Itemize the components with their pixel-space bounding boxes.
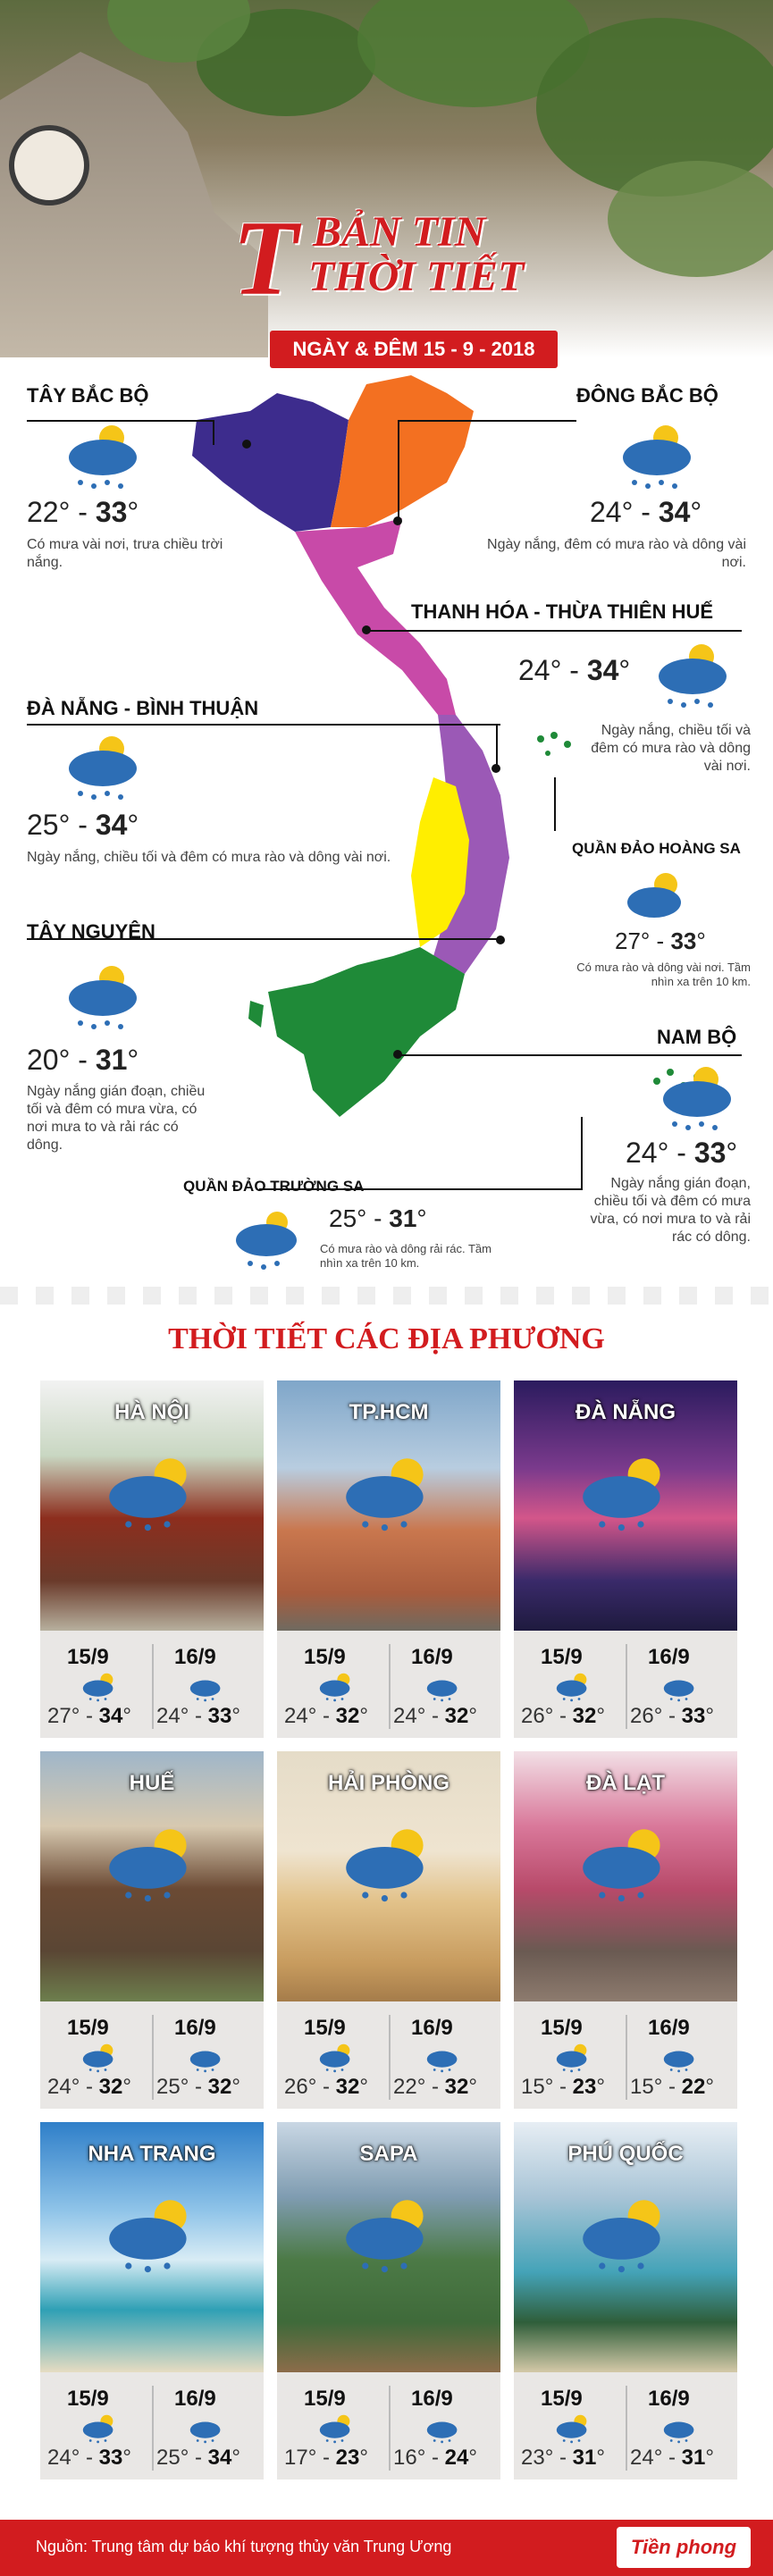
weather-cloud-icon (661, 2412, 699, 2444)
sun-cloud-icon (626, 868, 688, 922)
day-weather-icon (661, 2412, 699, 2448)
city-card (40, 1380, 264, 1738)
brand-logo: Tiền phong (617, 2527, 751, 2568)
weather-cloud-icon (317, 2412, 355, 2444)
temp-range: 25° - 31° (329, 1204, 427, 1232)
day-label: 16/9 (174, 2387, 216, 2411)
day-temp: 22° - 32° (393, 2075, 477, 2099)
day-weather-icon (317, 1671, 355, 1707)
weather-cloud-icon (340, 2194, 436, 2274)
temp-range: 24° - 34° (518, 654, 631, 686)
day-weather-icon (424, 2412, 462, 2448)
day-temp: 24° - 33° (156, 1704, 240, 1728)
city-name: HUẾ (129, 1771, 175, 1795)
section-divider (0, 1287, 773, 1305)
day-temp: 17° - 23° (284, 2446, 368, 2470)
day-label: 15/9 (304, 1645, 346, 1669)
rain-cloud-icon (63, 961, 143, 1036)
day-temp: 25° - 34° (156, 2446, 240, 2470)
weather-cloud-icon (103, 1823, 199, 1903)
weather-cloud-icon (317, 2042, 355, 2073)
map-region-tay-bac (192, 393, 349, 532)
rain-cloud-icon (232, 1206, 304, 1273)
day-weather-icon (80, 1671, 118, 1707)
day-separator (626, 2015, 627, 2100)
day-weather-icon (661, 1671, 699, 1707)
day-temp: 24° - 32° (393, 1704, 477, 1728)
region-desc: Có mưa vài nơi, trưa chiều trời nắng. (27, 537, 223, 570)
day-weather-icon (188, 2412, 225, 2448)
day-temp: 24° - 33° (47, 2446, 131, 2470)
day-weather-icon (424, 1671, 462, 1707)
map-region-dong-bac (331, 375, 474, 527)
clock-icon (9, 125, 89, 206)
day-temp: 15° - 23° (521, 2075, 605, 2099)
weather-cloud-icon (576, 2194, 673, 2274)
day-separator (389, 2386, 391, 2471)
day-label: 15/9 (541, 2016, 583, 2040)
temp-range: 22° - 33° (27, 496, 139, 528)
temp-range: 27° - 33° (615, 927, 706, 954)
city-weather-icon (576, 1823, 673, 1908)
day-label: 15/9 (67, 1645, 109, 1669)
weather-cloud-icon (554, 1671, 592, 1702)
day-weather-icon (554, 2042, 592, 2077)
day-label: 15/9 (304, 2016, 346, 2040)
day-weather-icon (661, 2042, 699, 2077)
weather-cloud-icon (554, 2412, 592, 2444)
title-line-1: BẢN TIN (313, 208, 486, 256)
day-label: 15/9 (304, 2387, 346, 2411)
day-temp: 24° - 32° (284, 1704, 368, 1728)
day-weather-icon (188, 1671, 225, 1707)
city-card (277, 1380, 500, 1738)
day-weather-icon (554, 1671, 592, 1707)
region-desc: Ngày nắng, đêm có mưa rào và dông vài nơi. (487, 537, 746, 570)
title-letter-t: T (232, 198, 298, 317)
weather-cloud-icon (80, 2042, 118, 2073)
temp-range: 20° - 31° (27, 1044, 139, 1076)
local-section-title: THỜI TIẾT CÁC ĐỊA PHƯƠNG (168, 1322, 605, 1355)
day-label: 16/9 (411, 1645, 453, 1669)
day-label: 16/9 (648, 2016, 690, 2040)
weather-cloud-icon (188, 2042, 225, 2073)
day-separator (626, 1644, 627, 1729)
day-temp: 26° - 32° (284, 2075, 368, 2099)
day-label: 15/9 (67, 2387, 109, 2411)
city-weather-icon (103, 1452, 199, 1537)
city-card (277, 2122, 500, 2480)
weather-cloud-icon (188, 1671, 225, 1702)
day-temp: 24° - 32° (47, 2075, 131, 2099)
day-temp: 16° - 24° (393, 2446, 477, 2470)
region-desc: Ngày nắng, chiều tối và đêm có mưa rào và dông vài nơi. (591, 723, 751, 774)
city-card (40, 1751, 264, 2109)
rain-cloud-icon (657, 1061, 737, 1137)
day-separator (389, 1644, 391, 1729)
weather-cloud-icon (661, 1671, 699, 1702)
city-name: HÀ NỘI (114, 1400, 189, 1424)
rain-cloud-icon (63, 420, 143, 496)
day-weather-icon (317, 2412, 355, 2448)
weather-cloud-icon (424, 2412, 462, 2444)
day-temp: 27° - 34° (47, 1704, 131, 1728)
region-desc: Ngày nắng, chiều tối và đêm có mưa rào và dông vài nơi. (27, 850, 391, 865)
region-desc: Ngày nắng gián đoạn, chiều tối và đêm có mưa vừa, có nơi mưa to và rải rác có dông. (27, 1084, 206, 1153)
city-card (277, 1751, 500, 2109)
day-temp: 25° - 32° (156, 2075, 240, 2099)
day-label: 16/9 (411, 2387, 453, 2411)
date-bar: NGÀY & ĐÊM 15 - 9 - 2018 (270, 331, 558, 368)
weather-cloud-icon (103, 2194, 199, 2274)
temp-range: 24° - 33° (626, 1137, 738, 1169)
header-banner (0, 0, 773, 357)
region-desc: Có mưa rào và dông vài nơi. Tầm nhìn xa trên 10 km. (576, 961, 751, 988)
city-card (40, 2122, 264, 2480)
day-label: 16/9 (648, 1645, 690, 1669)
source-text: Nguồn: Trung tâm dự báo khí tượng thủy văn Trung Ương (36, 2538, 452, 2555)
city-name: SAPA (359, 2142, 418, 2166)
city-card (514, 2122, 737, 2480)
city-name: TP.HCM (349, 1400, 429, 1424)
day-weather-icon (554, 2412, 592, 2448)
day-separator (152, 2386, 154, 2471)
city-weather-icon (576, 2194, 673, 2278)
temp-range: 24° - 34° (590, 496, 702, 528)
weather-cloud-icon (340, 1452, 436, 1532)
city-weather-icon (340, 2194, 436, 2278)
day-weather-icon (317, 2042, 355, 2077)
city-card (514, 1751, 737, 2109)
weather-cloud-icon (80, 2412, 118, 2444)
day-separator (152, 2015, 154, 2100)
weather-cloud-icon (661, 2042, 699, 2073)
temp-range: 25° - 34° (27, 809, 139, 841)
weather-cloud-icon (576, 1823, 673, 1903)
city-weather-icon (103, 2194, 199, 2278)
city-name: ĐÀ LẠT (586, 1771, 665, 1795)
day-label: 16/9 (411, 2016, 453, 2040)
day-label: 16/9 (174, 1645, 216, 1669)
title-line-2: THỜI TIẾT (308, 253, 525, 300)
hoang-sa-islands (532, 728, 585, 764)
day-separator (152, 1644, 154, 1729)
weather-cloud-icon (576, 1452, 673, 1532)
weather-cloud-icon (188, 2412, 225, 2444)
city-name: ĐÀ NẴNG (576, 1400, 676, 1424)
day-weather-icon (188, 2042, 225, 2077)
weather-cloud-icon (424, 2042, 462, 2073)
weather-cloud-icon (424, 1671, 462, 1702)
city-name: HẢI PHÒNG (327, 1771, 450, 1795)
rain-cloud-icon (617, 420, 697, 496)
city-card (514, 1380, 737, 1738)
day-separator (389, 2015, 391, 2100)
city-weather-icon (103, 1823, 199, 1908)
day-label: 15/9 (541, 2387, 583, 2411)
day-label: 16/9 (174, 2016, 216, 2040)
day-temp: 15° - 22° (630, 2075, 714, 2099)
city-weather-icon (576, 1452, 673, 1537)
vietnam-map (179, 375, 563, 1144)
day-label: 15/9 (67, 2016, 109, 2040)
map-region-nam-bo (268, 947, 465, 1117)
rain-cloud-icon (652, 639, 733, 715)
weather-cloud-icon (80, 1671, 118, 1702)
day-weather-icon (80, 2042, 118, 2077)
weather-cloud-icon (317, 1671, 355, 1702)
region-desc: Ngày nắng gián đoạn, chiều tối và đêm có mưa vừa, có nơi mưa to và rải rác có dông. (590, 1176, 751, 1245)
city-weather-icon (340, 1823, 436, 1908)
weather-cloud-icon (340, 1823, 436, 1903)
day-temp: 24° - 31° (630, 2446, 714, 2470)
weather-cloud-icon (554, 2042, 592, 2073)
day-temp: 23° - 31° (521, 2446, 605, 2470)
day-weather-icon (80, 2412, 118, 2448)
rain-cloud-icon (63, 731, 143, 807)
day-temp: 26° - 32° (521, 1704, 605, 1728)
day-weather-icon (424, 2042, 462, 2077)
weather-cloud-icon (103, 1452, 199, 1532)
day-separator (626, 2386, 627, 2471)
city-weather-icon (340, 1452, 436, 1537)
city-name: NHA TRANG (88, 2142, 216, 2166)
city-name: PHÚ QUỐC (567, 2142, 684, 2166)
day-label: 15/9 (541, 1645, 583, 1669)
day-temp: 26° - 33° (630, 1704, 714, 1728)
day-label: 16/9 (648, 2387, 690, 2411)
region-desc: Có mưa rào và dông rải rác. Tầm nhìn xa trên 10 km. (320, 1242, 492, 1270)
